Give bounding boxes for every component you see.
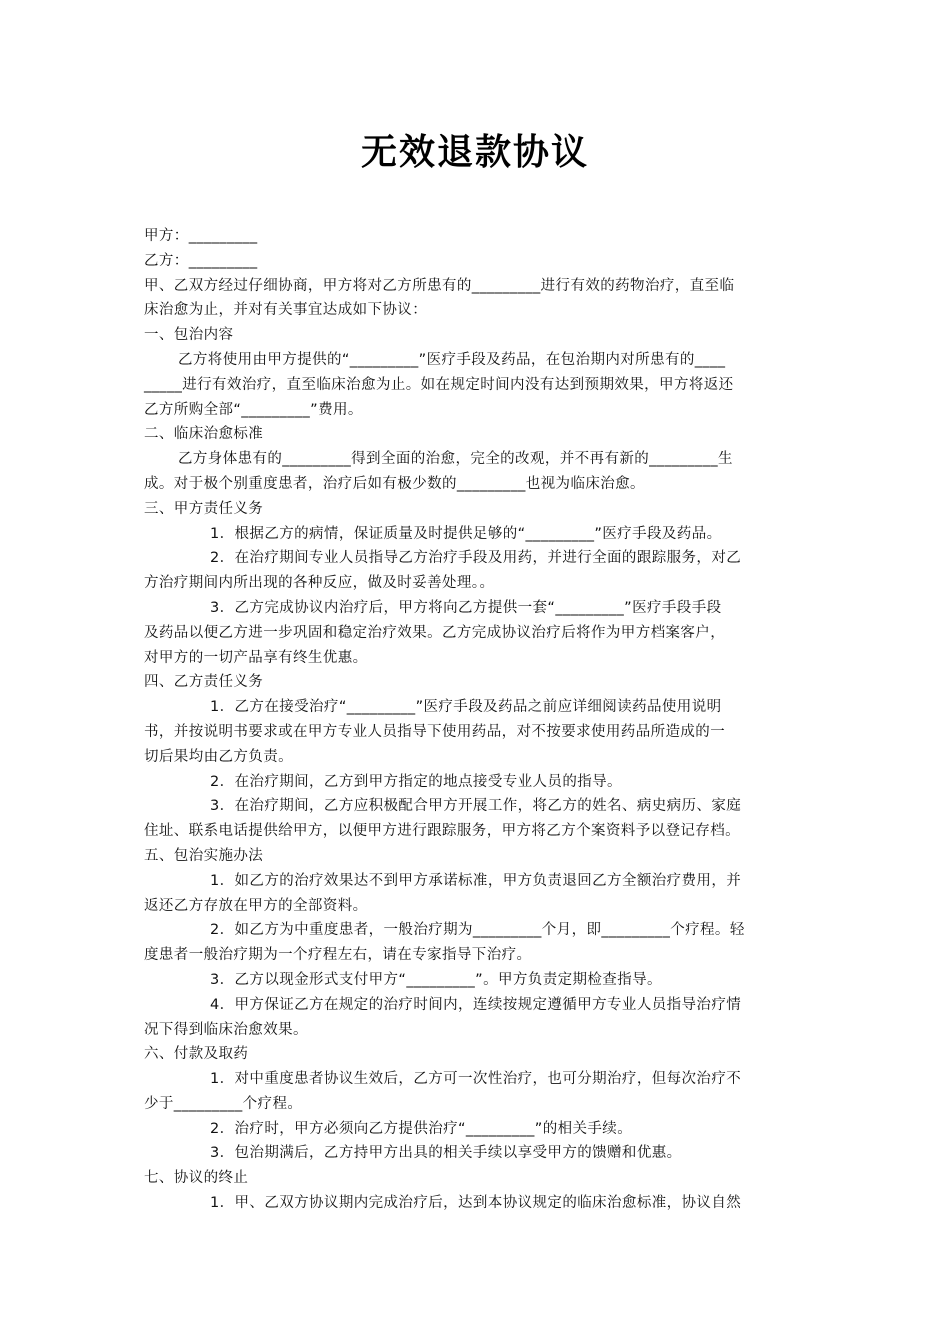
document-line: 况下得到临床治愈效果。 (144, 1021, 308, 1038)
document-line: 度患者一般治疗期为一个疗程左右，请在专家指导下治疗。 (144, 947, 532, 964)
document-line: 六、付款及取药 (144, 1046, 249, 1063)
document-line: 2．如乙方为中重度患者，一般治疗期为_________个月，即_________个疗程。轻 (210, 922, 745, 939)
document-line: 乙方将使用由甲方提供的“_________”医疗手段及药品，在包治期内对所患有的____ (178, 351, 726, 368)
document-line: 2．在治疗期间，乙方到甲方指定的地点接受专业人员的指导。 (210, 773, 622, 790)
document-line: 二、临床治愈标准 (144, 426, 264, 443)
document-line: 甲方：_________ (144, 228, 258, 244)
document-line: 对甲方的一切产品享有终生优惠。 (144, 649, 368, 666)
document-line: 1．乙方在接受治疗“_________”医疗手段及药品之前应详细阅读药品使用说明 (210, 699, 722, 716)
document-line: 甲、乙双方经过仔细协商，甲方将对乙方所患有的_________进行有效的药物治疗，直至临 (144, 277, 735, 294)
document-line: 返还乙方存放在甲方的全部资料。 (144, 897, 368, 914)
document-line: 一、包治内容 (144, 327, 234, 344)
document-line: 4．甲方保证乙方在规定的治疗时间内，连续按规定遵循甲方专业人员指导治疗情 (210, 996, 742, 1013)
document-line: 五、包治实施办法 (144, 847, 264, 864)
document-line: 乙方身体患有的_________得到全面的治愈，完全的改观，并不再有新的_________生 (178, 451, 733, 468)
document-line: 书，并按说明书要求或在甲方专业人员指导下使用药品，对不按要求使用药品所造成的一 (144, 723, 726, 740)
document-line: 1．对中重度患者协议生效后，乙方可一次性治疗，也可分期治疗，但每次治疗不 (210, 1071, 742, 1088)
document-line: 2．治疗时，甲方必须向乙方提供治疗“_________”的相关手续。 (210, 1120, 633, 1137)
document-line: 及药品以便乙方进一步巩固和稳定治疗效果。乙方完成协议治疗后将作为甲方档案客户， (144, 624, 726, 641)
document-line: 3．乙方完成协议内治疗后，甲方将向乙方提供一套“_________”医疗手段手段 (210, 599, 722, 616)
document-line: 1．如乙方的治疗效果达不到甲方承诺标准，甲方负责退回乙方全额治疗费用，并 (210, 872, 742, 889)
document-line: 床治愈为止，并对有关事宜达成如下协议： (144, 302, 428, 319)
document-line: 2．在治疗期间专业人员指导乙方治疗手段及用药，并进行全面的跟踪服务，对乙 (210, 550, 742, 567)
document-line: 三、甲方责任义务 (144, 500, 264, 517)
document-line: 少于_________个疗程。 (144, 1095, 303, 1112)
document-line: 3．在治疗期间，乙方应积极配合甲方开展工作，将乙方的姓名、病史病历、家庭 (210, 798, 742, 815)
document-line: 七、协议的终止 (144, 1170, 249, 1187)
document-line: 乙方：_________ (144, 252, 258, 269)
document-title: 无效退款协议 (360, 131, 589, 173)
document-line: 成。对于极个别重度患者，治疗后如有极少数的_________也视为临床治愈。 (144, 475, 645, 492)
document-line: 四、乙方责任义务 (144, 674, 264, 691)
document-line: 3．包治期满后，乙方持甲方出具的相关手续以享受甲方的馈赠和优惠。 (210, 1145, 682, 1162)
document-line: 住址、联系电话提供给甲方，以便甲方进行跟踪服务，甲方将乙方个案资料予以登记存档。 (144, 823, 740, 840)
document-line: 3．乙方以现金形式支付甲方“_________”。甲方负责定期检查指导。 (210, 971, 662, 988)
document-line: 切后果均由乙方负责。 (144, 748, 293, 765)
document-line: 1．甲、乙双方协议期内完成治疗后，达到本协议规定的临床治愈标准，协议自然 (210, 1195, 742, 1212)
document-line: _____进行有效治疗，直至临床治愈为止。如在规定时间内没有达到预期效果，甲方将返还 (144, 376, 734, 393)
document-line: 乙方所购全部“_________”费用。 (144, 401, 363, 418)
document-body (144, 224, 808, 1216)
document-line: 方治疗期间内所出现的各种反应，做及时妥善处理。。 (144, 575, 495, 592)
document-line: 1．根据乙方的病情，保证质量及时提供足够的“_________”医疗手段及药品。 (210, 525, 722, 542)
